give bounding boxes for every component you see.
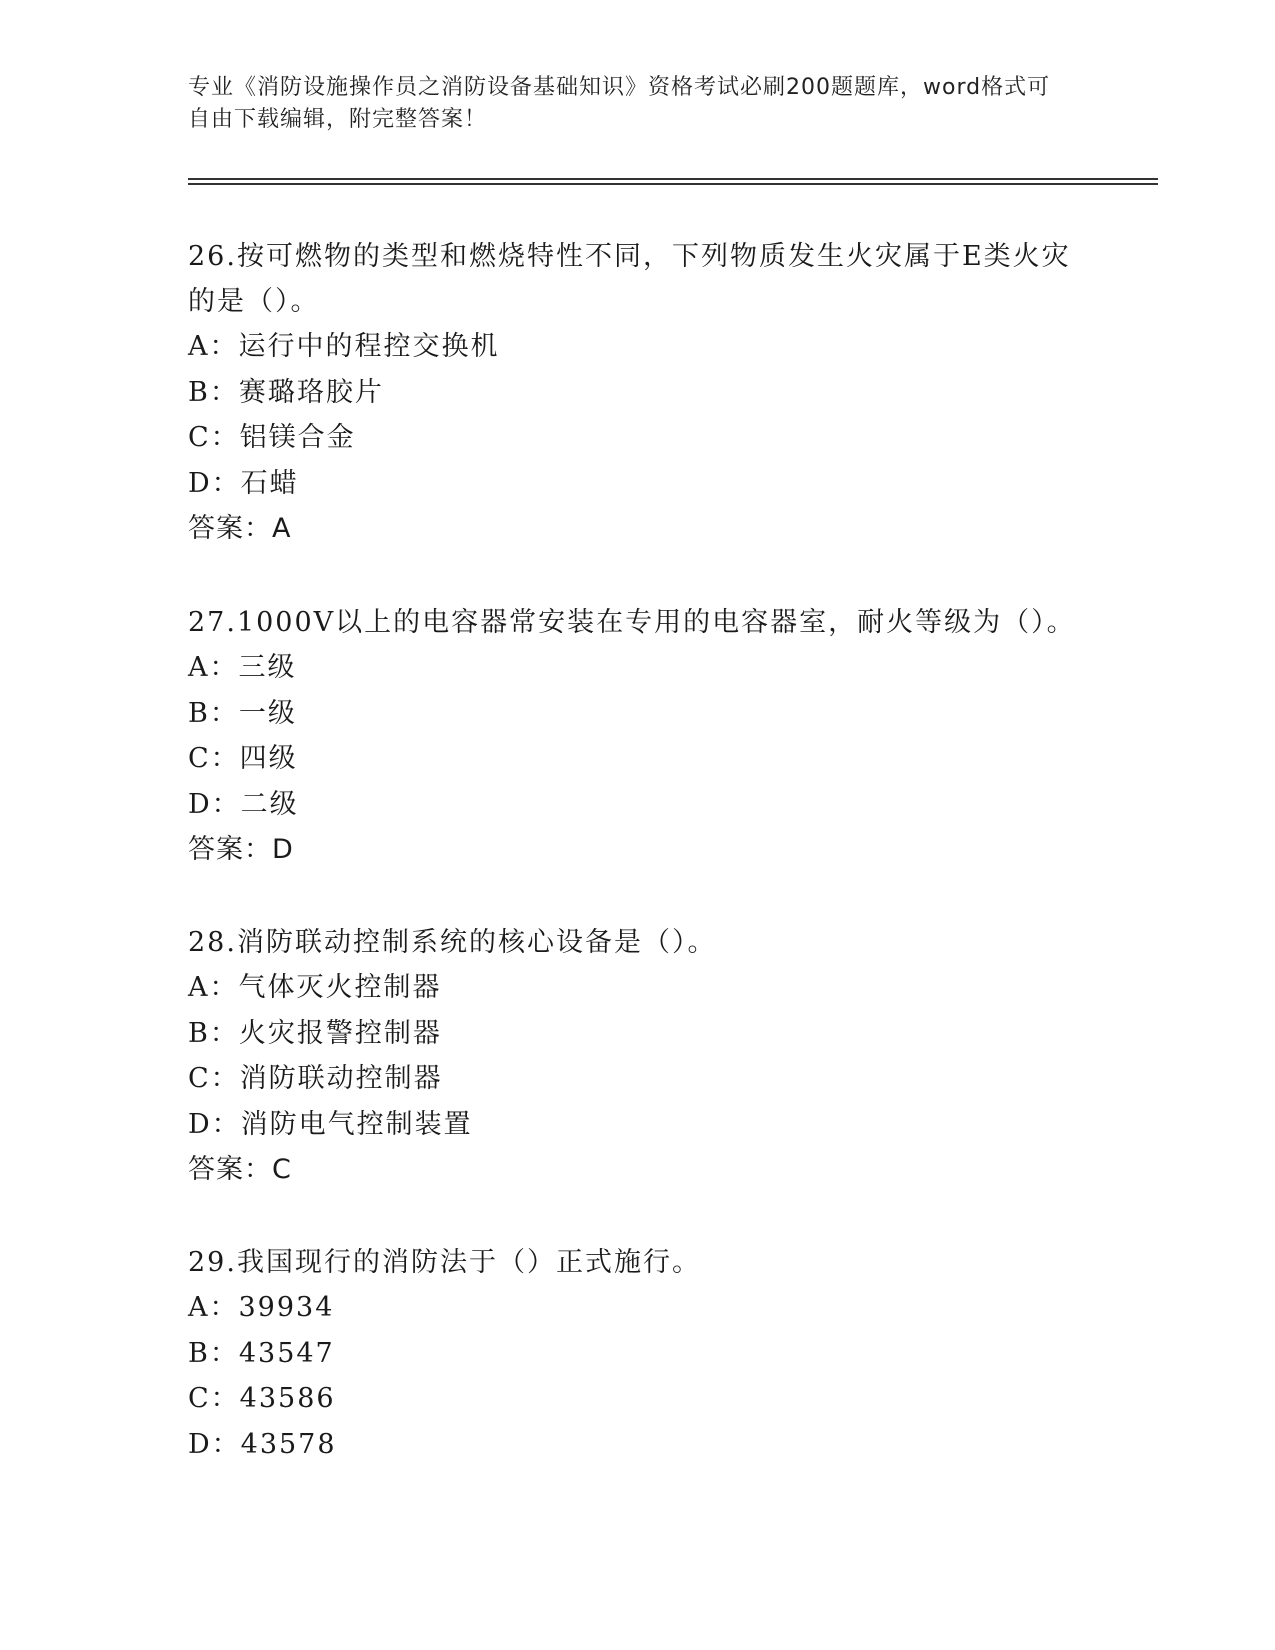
option-a: A：三级	[188, 652, 297, 683]
option-a: A：运行中的程控交换机	[188, 331, 500, 362]
option-d: D：二级	[188, 788, 299, 820]
question-29	[188, 1240, 1088, 1467]
answer: 答案：D	[188, 834, 294, 865]
question-title: 29.我国现行的消防法于（）正式施行。	[188, 1247, 701, 1278]
option-c: C：消防联动控制器	[188, 1063, 443, 1094]
option-b: B：一级	[188, 697, 297, 729]
question-title: 28.消防联动控制系统的核心设备是（）。	[188, 927, 717, 958]
option-b: B：43547	[188, 1337, 335, 1369]
question-28	[188, 920, 1088, 1193]
option-c: C：四级	[188, 743, 298, 774]
answer: 答案：A	[188, 513, 292, 544]
option-d: D：石蜡	[188, 467, 299, 499]
option-b: B：火灾报警控制器	[188, 1017, 442, 1049]
document-header: 专业《消防设施操作员之消防设备基础知识》资格考试必刷200题题库，word格式可自由下载编辑，附完整答案！	[188, 75, 1051, 132]
option-b: B：赛璐珞胶片	[188, 376, 384, 408]
header-divider-top	[188, 178, 1158, 180]
question-26	[188, 234, 1088, 552]
header-divider-bottom	[188, 183, 1158, 185]
question-title: 26.按可燃物的类型和燃烧特性不同，下列物质发生火灾属于E类火灾的是（）。	[188, 241, 1071, 317]
option-c: C：铝镁合金	[188, 422, 356, 453]
option-d: D：43578	[188, 1428, 337, 1460]
question-title: 27.1000V以上的电容器常安装在专用的电容器室，耐火等级为（）。	[188, 607, 1076, 638]
option-c: C：43586	[188, 1383, 336, 1414]
option-d: D：消防电气控制装置	[188, 1108, 473, 1140]
option-a: A：气体灭火控制器	[188, 972, 442, 1003]
question-27	[188, 600, 1088, 873]
option-a: A：39934	[188, 1292, 335, 1323]
answer: 答案：C	[188, 1154, 292, 1185]
